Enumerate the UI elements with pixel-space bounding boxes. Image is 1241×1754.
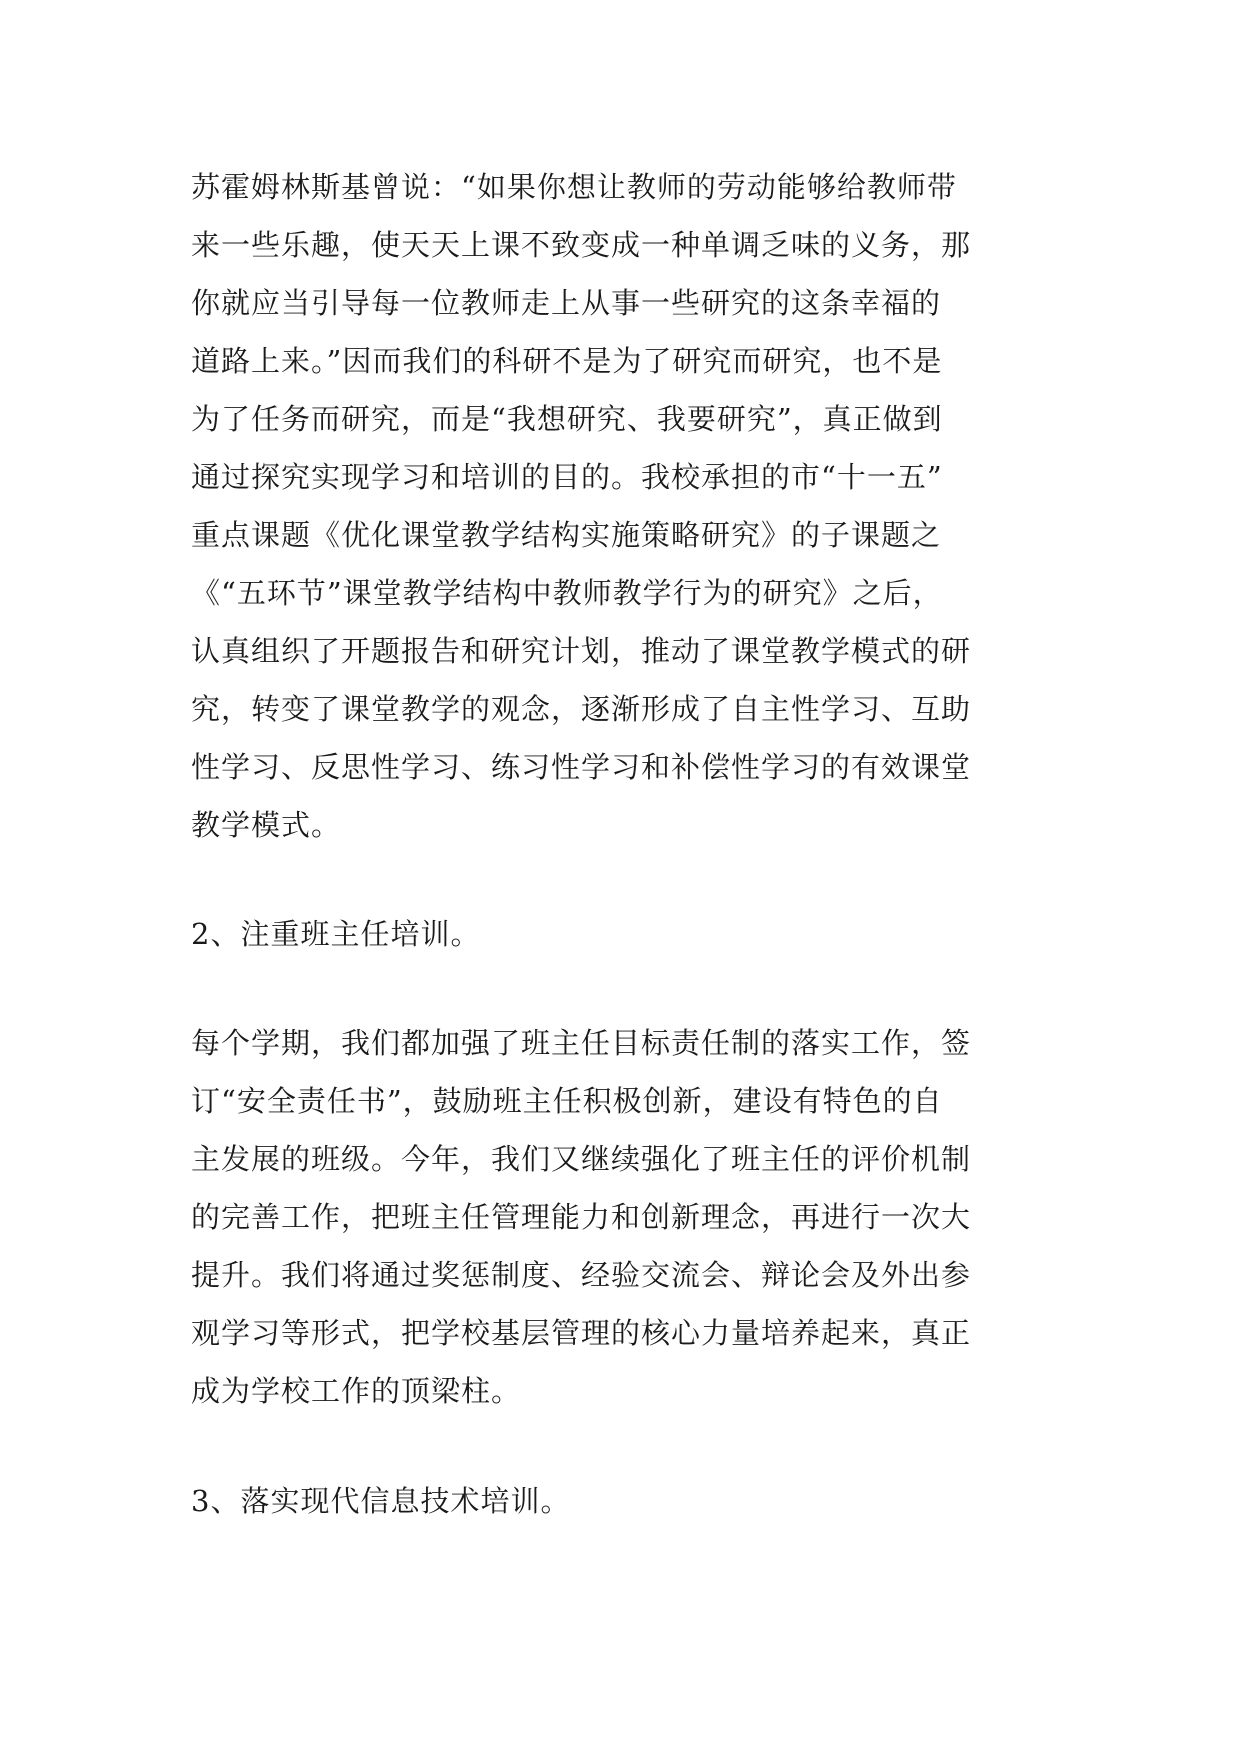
text-line: 通过探究实现学习和培训的目的。我校承担的市“十一五” [191, 460, 943, 494]
text-line: 重点课题《优化课堂教学结构实施策略研究》的子课题之 [191, 518, 942, 552]
text-line: 提升。我们将通过奖惩制度、经验交流会、辩论会及外出参 [191, 1258, 972, 1292]
text-line: 性学习、反思性学习、练习性学习和补偿性学习的有效课堂 [191, 750, 972, 784]
text-line: 教学模式。 [191, 808, 342, 842]
paragraph-spacer [191, 963, 1051, 1014]
paragraph-class-teacher-training [191, 1014, 1051, 1420]
text-line: 究，转变了课堂教学的观念，逐渐形成了自主性学习、互助 [191, 692, 972, 726]
text-line: 你就应当引导每一位教师走上从事一些研究的这条幸福的 [191, 286, 942, 320]
text-line: 为了任务而研究，而是“我想研究、我要研究”，真正做到 [191, 402, 943, 436]
paragraph-spacer [191, 1420, 1051, 1472]
paragraph-spacer [191, 854, 1051, 905]
text-line: 道路上来。”因而我们的科研不是为了研究而研究，也不是 [191, 344, 943, 378]
text-line: 苏霍姆林斯基曾说：“如果你想让教师的劳动能够给教师带 [191, 170, 957, 204]
text-line: 主发展的班级。今年，我们又继续强化了班主任的评价机制 [191, 1142, 972, 1176]
text-line: 成为学校工作的顶梁柱。 [191, 1374, 522, 1408]
heading-text: 2、注重班主任培训。 [191, 917, 481, 951]
heading-text: 3、落实现代信息技术培训。 [191, 1484, 571, 1518]
text-line: 观学习等形式，把学校基层管理的核心力量培养起来，真正 [191, 1316, 972, 1350]
text-line: 每个学期，我们都加强了班主任目标责任制的落实工作，签 [191, 1026, 972, 1060]
paragraph-research-culture [191, 158, 1051, 854]
document-body [191, 158, 1051, 1530]
text-line: 《“五环节”课堂教学结构中教师教学行为的研究》之后， [191, 576, 943, 610]
section-heading-2 [191, 905, 1051, 963]
text-line: 的完善工作，把班主任管理能力和创新理念，再进行一次大 [191, 1200, 972, 1234]
text-line: 认真组织了开题报告和研究计划，推动了课堂教学模式的研 [191, 634, 972, 668]
text-line: 订“安全责任书”，鼓励班主任积极创新，建设有特色的自 [191, 1084, 943, 1118]
text-line: 来一些乐趣，使天天上课不致变成一种单调乏味的义务，那 [191, 228, 972, 262]
section-heading-3 [191, 1472, 1051, 1530]
